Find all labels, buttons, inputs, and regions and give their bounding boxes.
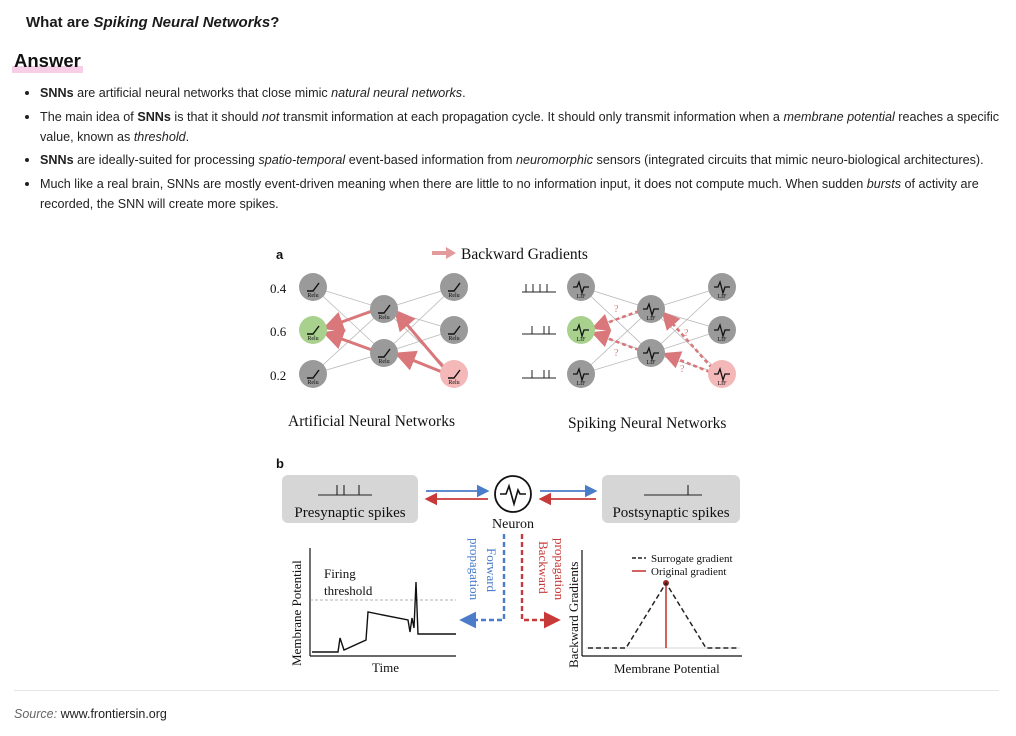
svg-text:Relu: Relu [448, 380, 460, 386]
svg-text:LIF: LIF [646, 360, 656, 366]
svg-text:Presynaptic spikes: Presynaptic spikes [294, 505, 406, 521]
svg-text:Relu: Relu [307, 293, 319, 299]
svg-text:Surrogate gradient: Surrogate gradient [651, 553, 733, 565]
bullet-item-3: • SNNs are ideally-suited for processing spatio-temporal event-based information from neuromorphic sensors (integrated circuits that mimic neuro-biological architectures). [40, 149, 1005, 170]
membrane-potential-plot [289, 548, 456, 675]
bullet-item-1: • SNNs are artificial neural networks that close mimic natural neural networks. [40, 82, 1005, 103]
bullet-item-4: • Much like a real brain, SNNs are mostly event-driven meaning when there are little to no information input, it does not compute much. When sudden bursts of activity are recorded, the SNN will create more spikes. [40, 173, 1005, 214]
answer-bullet-list [20, 82, 1005, 216]
svg-text:propagation: propagation [552, 538, 567, 601]
svg-text:Membrane Potential: Membrane Potential [614, 661, 720, 676]
snn-node [637, 295, 665, 323]
svg-text:Relu: Relu [307, 336, 319, 342]
svg-text:Relu: Relu [378, 359, 390, 365]
ann-node [370, 295, 398, 323]
forward-propagation-label [467, 538, 499, 601]
svg-text:?: ? [614, 304, 619, 315]
backward-gradients-plot [566, 550, 742, 676]
snn-node-active [567, 316, 595, 344]
svg-text:LIF: LIF [646, 316, 656, 322]
presynaptic-box [282, 475, 418, 523]
answer-heading: Answer [14, 50, 81, 71]
ann-input-value: 0.6 [270, 324, 287, 339]
snn-node [567, 273, 595, 301]
source-citation: Source: www.frontiersin.org [14, 707, 167, 721]
svg-text:?: ? [680, 364, 685, 375]
panel-b-label: b [276, 456, 284, 471]
snn-node [637, 339, 665, 367]
svg-text:Postsynaptic spikes: Postsynaptic spikes [612, 505, 730, 521]
bullet-item-2: • The main idea of SNNs is that it should not transmit information at each propagation cycle. It should only transmit information when a membrane potential reaches a specific value, known as threshold. [40, 106, 1005, 147]
svg-text:LIF: LIF [717, 294, 727, 300]
svg-text:Forward: Forward [484, 548, 499, 593]
svg-text:Firing: Firing [324, 566, 356, 581]
snn-figure [260, 238, 760, 686]
snn-node-output [708, 360, 736, 388]
svg-text:Backward Gradients: Backward Gradients [461, 246, 588, 263]
figure-canvas [260, 238, 760, 686]
snn-node [567, 360, 595, 388]
svg-text:LIF: LIF [717, 337, 727, 343]
svg-text:Relu: Relu [448, 293, 460, 299]
svg-text:LIF: LIF [576, 294, 586, 300]
snn-node [708, 273, 736, 301]
ann-node [299, 360, 327, 388]
backward-gradients-legend [432, 246, 588, 263]
ann-node [370, 339, 398, 367]
ann-node-output [440, 360, 468, 388]
svg-text:LIF: LIF [576, 381, 586, 387]
ann-node [440, 273, 468, 301]
postsynaptic-box [602, 475, 740, 523]
panel-a-label: a [276, 247, 284, 262]
backward-propagation-label [536, 538, 567, 601]
svg-text:?: ? [684, 328, 689, 339]
svg-text:propagation: propagation [467, 538, 482, 601]
svg-text:Backward Gradients: Backward Gradients [566, 561, 581, 668]
neuron-label: Neuron [492, 517, 534, 532]
svg-text:Time: Time [372, 660, 399, 675]
snn-input-spikes [522, 284, 556, 378]
snn-node [708, 316, 736, 344]
svg-text:Backward: Backward [536, 541, 551, 594]
svg-text:?: ? [614, 348, 619, 359]
svg-text:Original gradient: Original gradient [651, 566, 727, 578]
ann-input-value: 0.4 [270, 281, 287, 296]
neuron-icon [495, 476, 531, 512]
source-link[interactable]: www.frontiersin.org [60, 707, 167, 721]
ann-input-value: 0.2 [270, 368, 287, 383]
ann-node [440, 316, 468, 344]
ann-node [299, 273, 327, 301]
svg-text:LIF: LIF [576, 337, 586, 343]
svg-text:threshold: threshold [324, 583, 373, 598]
svg-text:Relu: Relu [307, 380, 319, 386]
divider [14, 690, 999, 691]
svg-text:Relu: Relu [448, 336, 460, 342]
ann-caption: Artificial Neural Networks [288, 413, 455, 430]
svg-text:LIF: LIF [717, 381, 727, 387]
question-title: What are Spiking Neural Networks? [26, 14, 280, 31]
svg-text:Relu: Relu [378, 315, 390, 321]
svg-text:Membrane Potential: Membrane Potential [289, 560, 304, 666]
snn-caption: Spiking Neural Networks [568, 415, 727, 432]
ann-node-active [299, 316, 327, 344]
